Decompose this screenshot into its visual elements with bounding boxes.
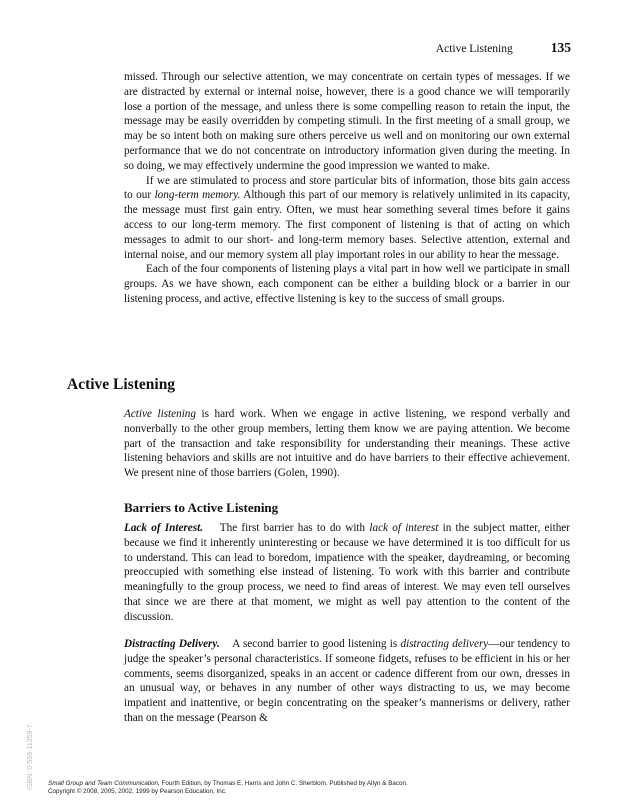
term-long-term-memory: long-term memory. <box>154 189 241 202</box>
intro-text <box>124 70 570 307</box>
lack-of-interest-paragraph: Lack of Interest. The first barrier has to do with lack of interest in the subject matter, either because we find it inherently uninteresting or because we have determined it is too difficult for us to understand. This can lead to boredom, impatience with the speaker, daydreaming, or becoming preoccupied with something else instead of listening. To work with this barrier and contribute meaningfully to the group process, we need to find areas of interest. We may even tell ourselves that since we are there at that moment, we might as well pay attention to the content of the discussion. <box>124 522 570 623</box>
subsection-heading: Barriers to Active Listening <box>124 500 279 515</box>
term-active-listening: Active listening <box>124 408 196 420</box>
isbn-watermark: ISBN: 0-558-11359-7 <box>27 724 34 790</box>
distracting-delivery-paragraph: Distracting Delivery. A second barrier to good listening is distracting delivery—our tendency to judge the speaker’s personal characteristics. If someone fidgets, refuses to be efficient in his or her comments, seems disorganized, speaks in an accent or cadence different from our own, dresses in an unusual way, or behaves in any number of other ways distracting to us, we may become impatient and inattentive, or begin concentrating on the speaker’s mannerisms or delivery, rather than on the message (Pearson & <box>124 638 570 724</box>
intro-paragraph-2: If we are stimulated to process and store particular bits of information, those bits gain access to our long-term memory. Although this part of our memory is relatively unlimited in its capacity, the message must first gain entry. Often, we must hear something several times before it gains access to our long-term memory. The first component of listening is that of acting on which messages to admit to our short- and long-term memory bases. Selective attention, external and internal noise, and our memory system all play important roles in our ability to hear the message. <box>124 174 570 261</box>
section-heading: Active Listening <box>67 376 176 393</box>
section-text <box>124 407 570 481</box>
page-number: 135 <box>550 40 571 55</box>
intro-paragraph-1: missed. Through our selective attention, we may concentrate on certain types of messages. If we are distracted by external or internal noise, however, there is a good chance we will temporarily lose a portion of the message, and unless there is some compelling reason to retain the input, the message may be easily overridden by competing stimuli. In the first meeting of a small group, we may be so intent both on making sure others perceive us well and on monitoring our own external performance that we do not concentrate on introductory information given during the meeting. In so doing, we may effectively undermine the good impression we wanted to make. <box>124 71 570 172</box>
copyright-footer <box>48 780 408 796</box>
runin-lack-of-interest: Lack of Interest. <box>124 522 204 534</box>
footer-line-2: Copyright © 2008, 2005, 2002, 1999 by Pearson Education, Inc. <box>48 788 227 795</box>
footer-line-1: Small Group and Team Communication, Fourth Edition, by Thomas E. Harris and John C. Sherblom. Published by Allyn & Bacon. <box>48 780 408 787</box>
running-head-title: Active Listening <box>435 43 513 55</box>
runin-distracting-delivery: Distracting Delivery. <box>124 638 220 650</box>
footer-book-title: Small Group and Team Communication, <box>48 780 160 787</box>
running-head <box>436 40 571 56</box>
lack-of-interest-text <box>124 521 570 625</box>
section-paragraph-1: Active listening is hard work. When we engage in active listening, we respond verbally and nonverbally to the other group members, letting them know we are paying attention. We become part of the transaction and take responsibility for understanding their meanings. These active listening behaviors and skills are not intuitive and do have barriers to their effective achievement. We present nine of those barriers (Golen, 1990). <box>124 408 571 480</box>
distracting-delivery-text <box>124 637 570 726</box>
intro-paragraph-3: Each of the four components of listening plays a vital part in how well we participate in small groups. As we have shown, each component can be either a building block or a barrier in our listening process, and active, effective listening is key to the success of small groups. <box>124 263 570 305</box>
